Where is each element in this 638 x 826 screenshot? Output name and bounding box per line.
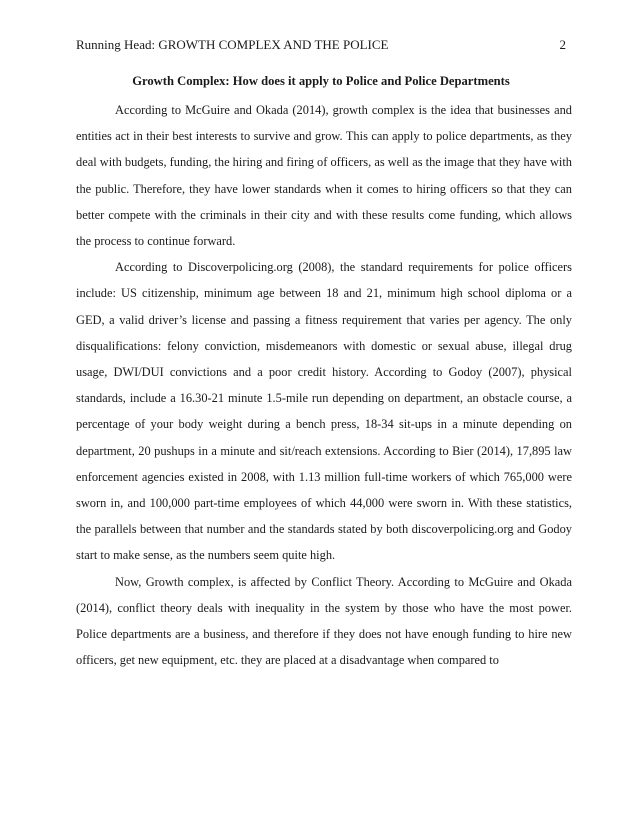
body-text (76, 97, 572, 673)
paragraph: According to McGuire and Okada (2014), growth complex is the idea that businesses and entities act in their best interests to survive and grow. This can apply to police departments, as they deal with budgets, funding, the hiring and firing of officers, as well as the image that they have with the public. Therefore, they have lower standards when it comes to hiring officers so that they can better compete with the criminals in their city and with these results come funding, which allows the process to continue forward. (76, 103, 572, 249)
paragraph: According to Discoverpolicing.org (2008), the standard requirements for police officers include: US citizenship, minimum age between 18 and 21, minimum high school diploma or a GED, a valid driver’s license and passing a fitness requirement that varies per agency. The only disqualifications: felony conviction, misdemeanors with domestic or sexual abuse, illegal drug usage, DWI/DUI convictions and a poor credit history. According to Godoy (2007), physical standards, include a 16.30-21 minute 1.5-mile run depending on department, an obstacle course, a percentage of your body weight during a bench press, 18-34 sit-ups in a minute depending on department, 20 pushups in a minute and sit/reach extensions. According to Bier (2014), 17,895 law enforcement agencies existed in 2008, with 1.13 million full-time workers of which 765,000 were sworn in, and 100,000 part-time employees of which 44,000 were sworn in. With these statistics, the parallels between that number and the standards stated by both discoverpolicing.org and Godoy start to make sense, as the numbers seem quite high. (76, 260, 572, 563)
page-number: 2 (559, 37, 566, 52)
paragraph: Now, Growth complex, is affected by Conflict Theory. According to McGuire and Okada (2014), conflict theory deals with inequality in the system by those who have the most power. Police departments are a business, and therefore if they does not have enough funding to hire new officers, get new equipment, etc. they are placed at a disadvantage when compared to (76, 574, 572, 668)
section-title: Growth Complex: How does it apply to Police and Police Departments (132, 74, 510, 88)
running-head: Running Head: GROWTH COMPLEX AND THE POLICE (76, 37, 389, 52)
page-header (76, 37, 566, 53)
